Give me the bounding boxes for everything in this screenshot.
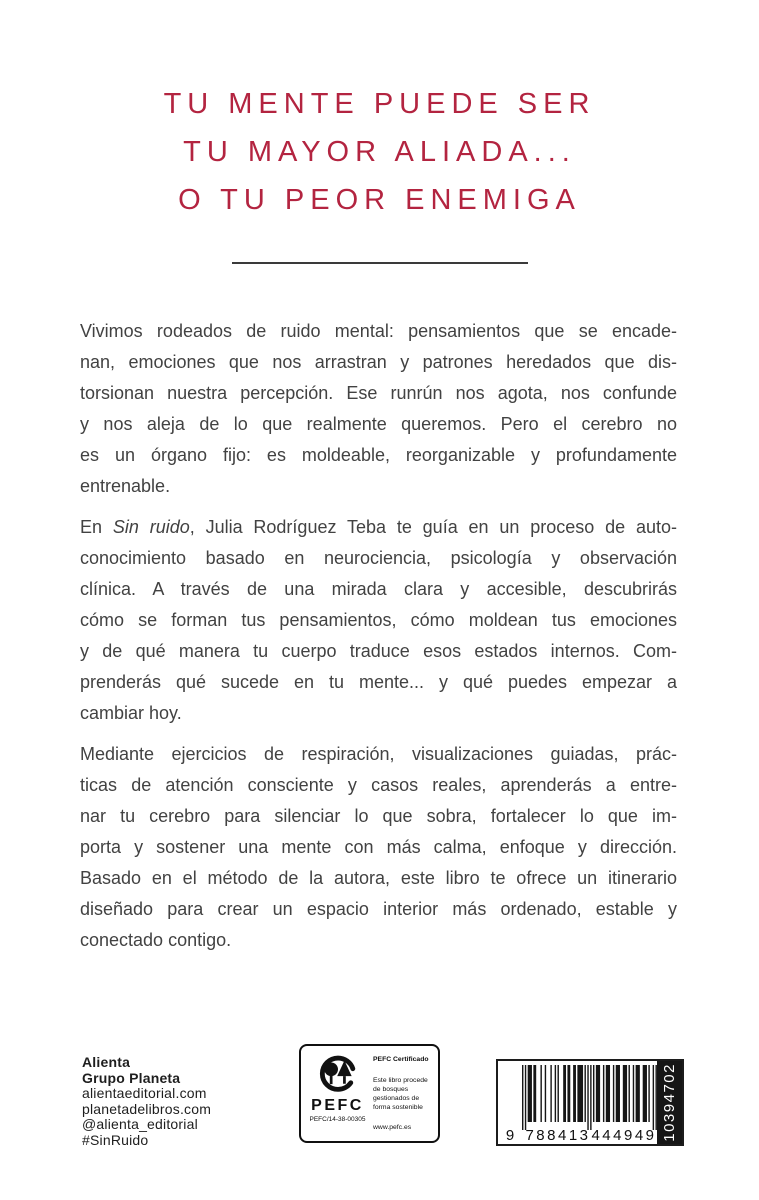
- svg-text:9: 9: [505, 1127, 515, 1144]
- pefc-cert-code: PEFC/14-38-00305: [309, 1116, 366, 1123]
- pefc-text-column: [369, 1050, 435, 1138]
- publisher-line: Alienta: [82, 1054, 131, 1070]
- paragraph: [80, 512, 677, 729]
- text-line: conocimiento basado en neurociencia, psicología y observación: [80, 548, 677, 568]
- headline-line: TU MAYOR ALIADA...: [183, 136, 576, 168]
- headline-line: TU MENTE PUEDE SER: [163, 88, 596, 120]
- text-line: Vivimos rodeados de ruido mental: pensamientos que se encade-: [80, 321, 677, 341]
- publisher-block: [82, 1055, 211, 1148]
- text-line: torsionan nuestra percepción. Ese runrún nos agota, nos confunde: [80, 383, 677, 403]
- publisher-line: #SinRuido: [82, 1131, 149, 1148]
- text-line: En Sin ruido, Julia Rodríguez Teba te guía en un proceso de auto-: [80, 517, 677, 537]
- pefc-label: [299, 1044, 440, 1143]
- barcode-side-band: [657, 1061, 682, 1144]
- svg-text:788413: 788413: [525, 1127, 591, 1144]
- pefc-description: Este libro procede de bosques gestionados de forma sostenible: [373, 1077, 428, 1111]
- pefc-url: www.pefc.es: [373, 1124, 412, 1131]
- text-line: es un órgano fijo: es moldeable, reorganizable y profundamente: [80, 445, 677, 465]
- text-line: ticas de atención consciente y casos reales, aprenderás a entre-: [80, 775, 677, 795]
- pefc-logo-icon: [313, 1052, 363, 1097]
- text-line: y de qué manera tu cuerpo traduce esos estados internos. Com-: [80, 641, 677, 661]
- text-line: entrenable.: [80, 476, 171, 496]
- text-line: cómo se forman tus pensamientos, cómo moldean tus emociones: [80, 610, 677, 630]
- svg-text:444949: 444949: [591, 1127, 657, 1144]
- pefc-wordmark: PEFC: [311, 1097, 364, 1114]
- edition-number: 10394702: [661, 1063, 678, 1142]
- text-line: clínica. A través de una mirada clara y accesible, descubrirás: [80, 579, 677, 599]
- barcode-bars: [498, 1061, 658, 1144]
- text-line: porta y sostener una mente con más calma, enfoque y dirección.: [80, 837, 677, 857]
- divider-line: [232, 262, 528, 264]
- pefc-logo-column: [306, 1050, 369, 1138]
- headline-line: O TU PEOR ENEMIGA: [178, 184, 581, 216]
- paragraph: [80, 316, 677, 502]
- synopsis: [80, 316, 677, 956]
- publisher-line: alientaeditorial.com: [82, 1085, 207, 1101]
- text-line: nan, emociones que nos arrastran y patrones heredados que dis-: [80, 352, 677, 372]
- text-line: Basado en el método de la autora, este libro te ofrece un itinerario: [80, 868, 677, 888]
- text-line: cambiar hoy.: [80, 703, 182, 723]
- text-line: conectado contigo.: [80, 930, 232, 950]
- text-line: prenderás qué sucede en tu mente... y qué puedes empezar a: [80, 672, 677, 692]
- headline: [0, 0, 759, 224]
- text-line: y nos aleja de lo que realmente queremos. Pero el cerebro no: [80, 414, 677, 434]
- paragraph: [80, 739, 677, 956]
- publisher-line: @alienta_editorial: [82, 1116, 198, 1132]
- text-line: Mediante ejercicios de respiración, visualizaciones guiadas, prác-: [80, 744, 677, 764]
- text-line: diseñado para crear un espacio interior más ordenado, estable y: [80, 899, 677, 919]
- publisher-line: Grupo Planeta: [82, 1069, 181, 1086]
- text-line: nar tu cerebro para silenciar lo que sobra, fortalecer lo que im-: [80, 806, 677, 826]
- publisher-line: planetadelibros.com: [82, 1100, 212, 1117]
- pefc-certified-label: PEFC Certificado: [373, 1056, 429, 1063]
- isbn-barcode: [496, 1059, 684, 1146]
